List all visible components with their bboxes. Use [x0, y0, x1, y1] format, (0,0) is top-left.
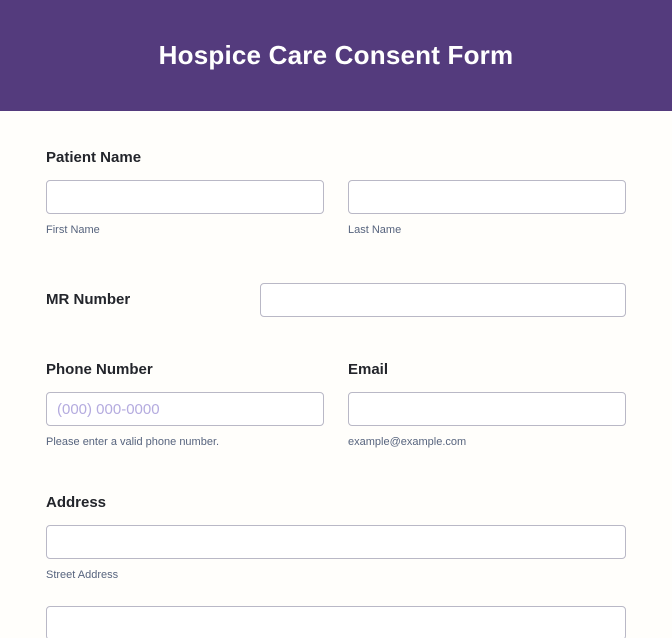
- mr-number-input[interactable]: [260, 283, 626, 317]
- first-name-column: [46, 180, 324, 237]
- mr-number-label: MR Number: [46, 291, 131, 308]
- form-header: [0, 0, 672, 111]
- last-name-input[interactable]: [348, 180, 626, 214]
- patient-name-label: Patient Name: [46, 149, 142, 166]
- email-column: [348, 361, 626, 449]
- email-input[interactable]: [348, 392, 626, 426]
- phone-column: [46, 361, 324, 449]
- field-address: [46, 494, 626, 638]
- field-phone-email: [46, 361, 626, 449]
- phone-helper-text: Please enter a valid phone number.: [46, 436, 220, 448]
- field-patient-name: [46, 149, 626, 237]
- last-name-column: [348, 180, 626, 237]
- phone-input[interactable]: [46, 392, 324, 426]
- street-address-sublabel: Street Address: [46, 569, 119, 581]
- phone-label: Phone Number: [46, 361, 153, 378]
- patient-name-columns: [46, 180, 626, 237]
- street-address-input[interactable]: [46, 525, 626, 559]
- address-line2-input[interactable]: [46, 606, 626, 638]
- form-body: [0, 149, 672, 638]
- first-name-sublabel: First Name: [46, 224, 100, 236]
- field-mr-number: [46, 283, 626, 317]
- form-title: Hospice Care Consent Form: [158, 40, 514, 70]
- first-name-input[interactable]: [46, 180, 324, 214]
- email-label: Email: [348, 361, 389, 378]
- email-helper-text: example@example.com: [348, 436, 467, 448]
- address-label: Address: [46, 494, 107, 511]
- phone-email-columns: [46, 361, 626, 449]
- last-name-sublabel: Last Name: [348, 224, 402, 236]
